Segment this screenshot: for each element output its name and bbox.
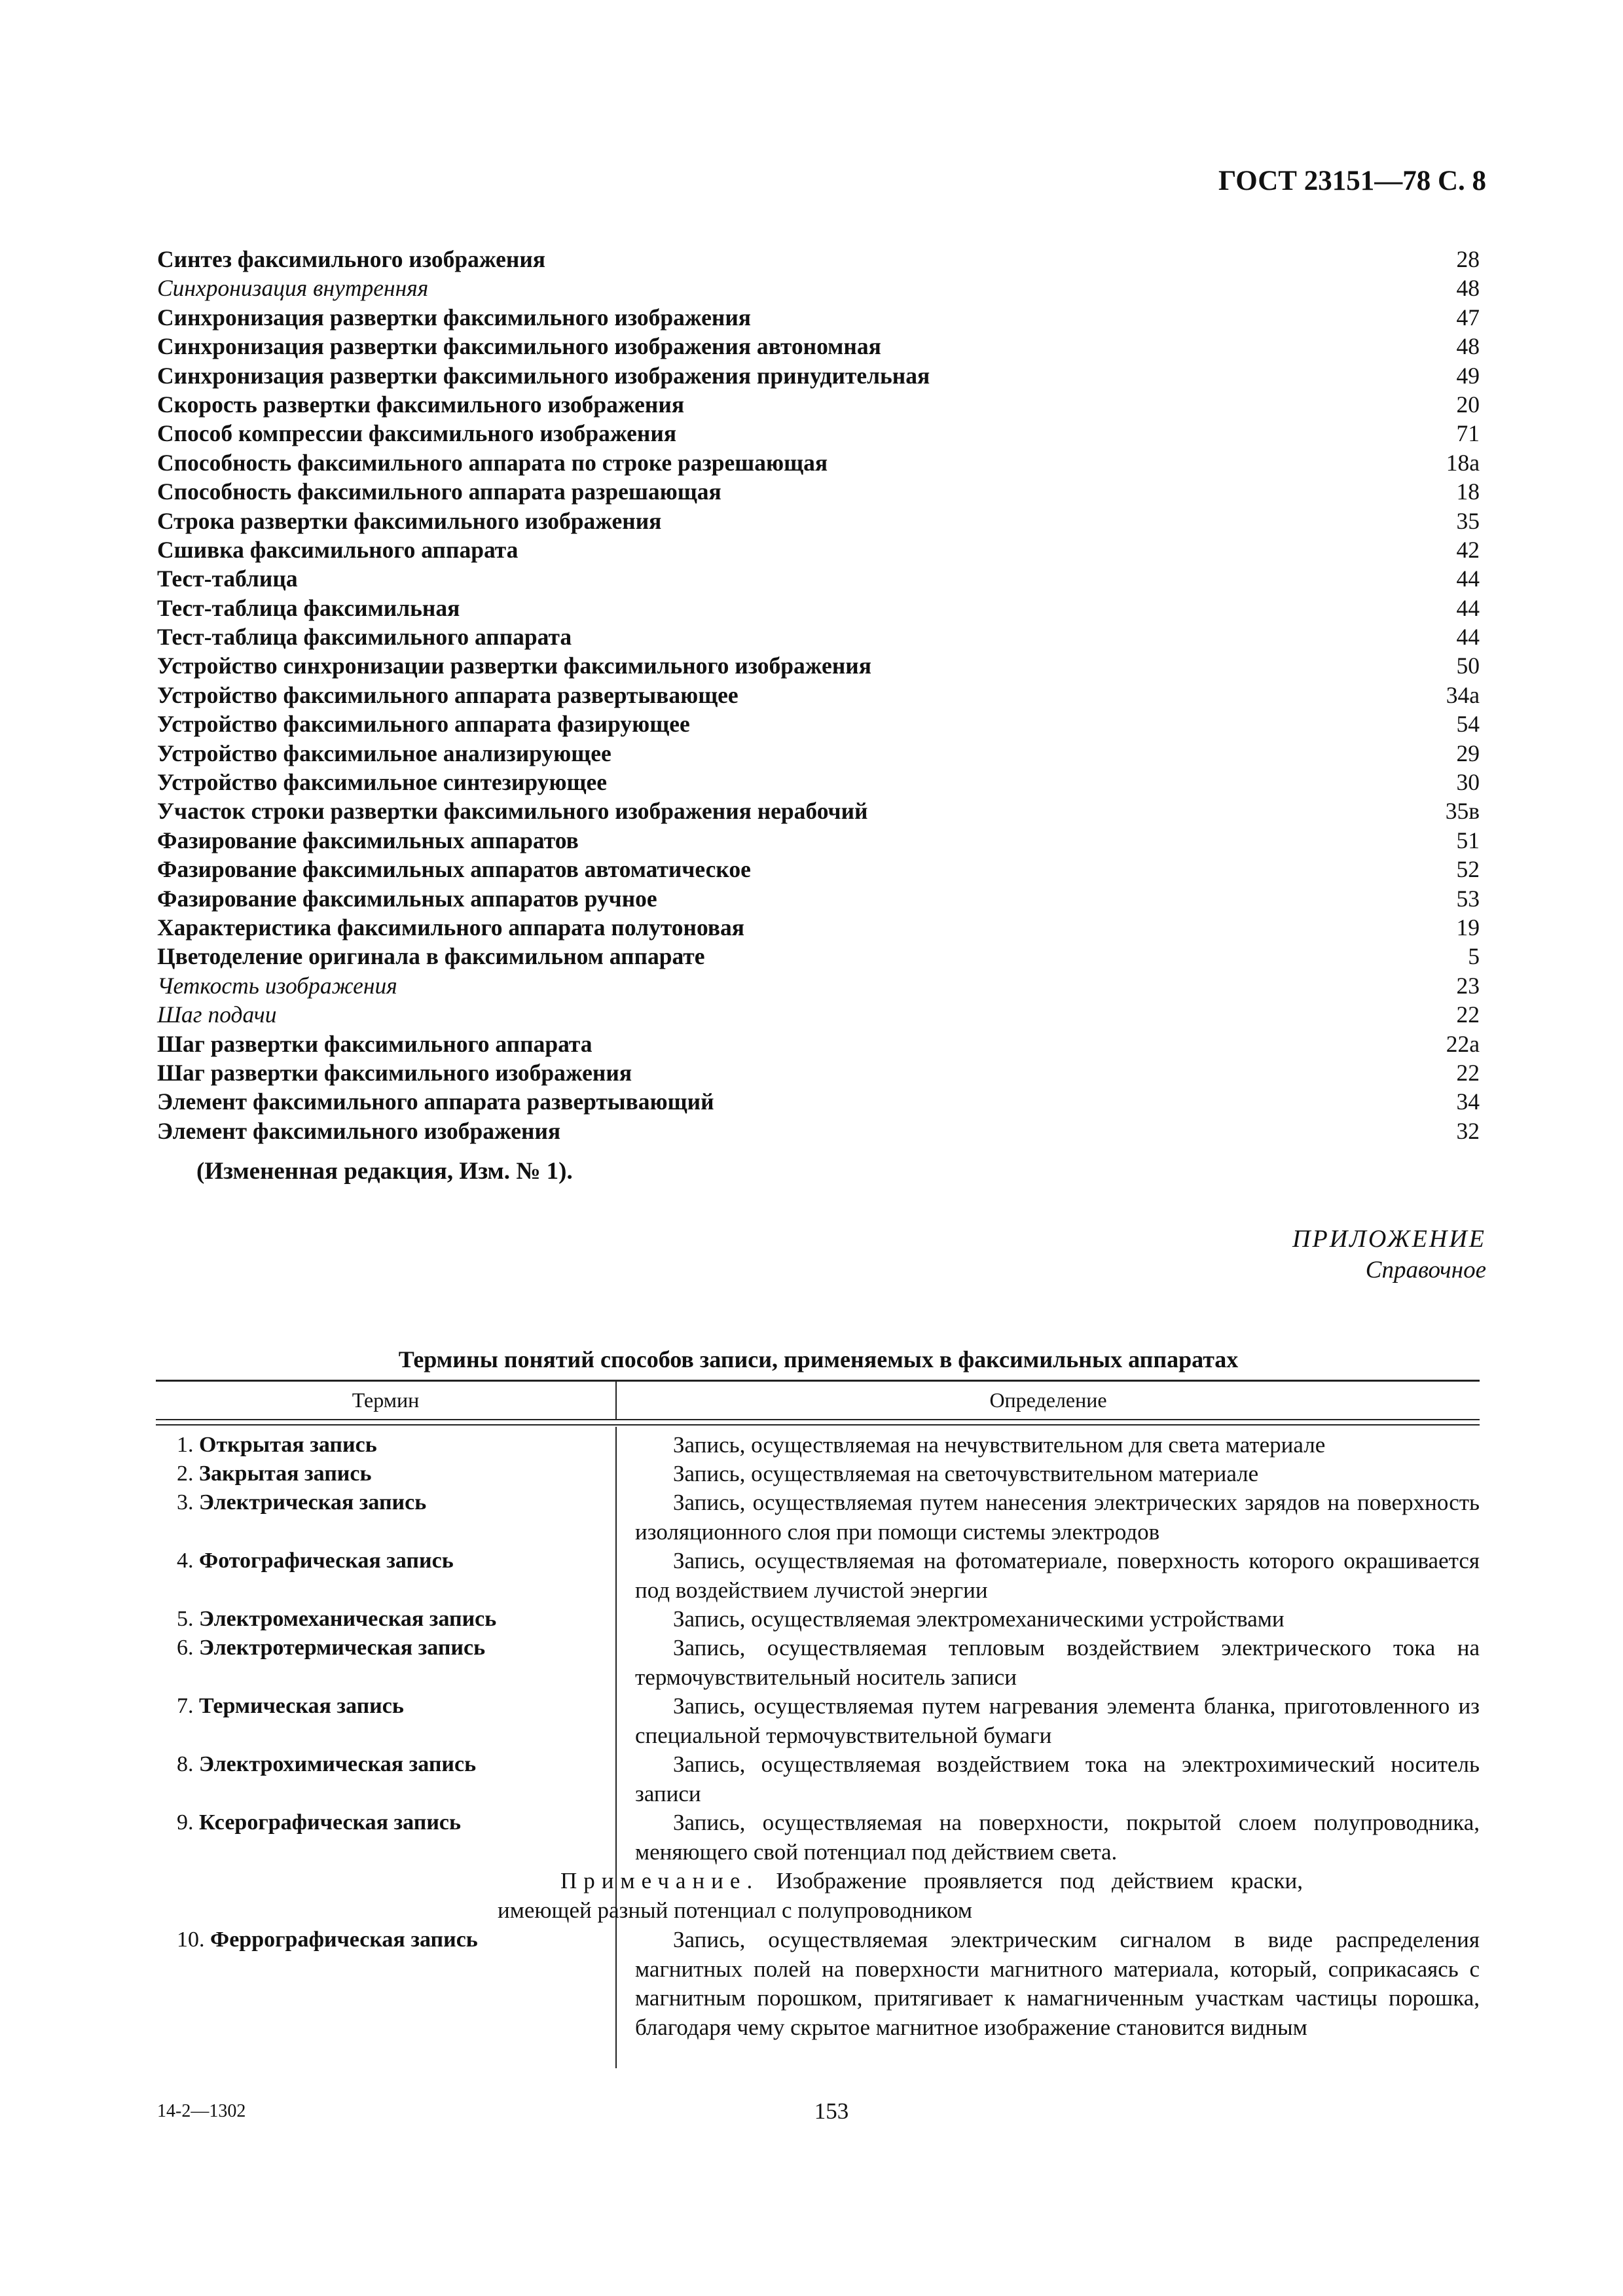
table-header-row	[156, 1381, 1480, 1419]
index-page-ref: 53	[1456, 885, 1480, 912]
table-term	[177, 1808, 461, 1837]
term-name: Электротермическая запись	[199, 1636, 486, 1660]
index-page-ref: 51	[1456, 827, 1480, 853]
index-term: Устройство факсимильного аппарата фазирующее	[157, 711, 690, 738]
term-name: Фотографическая запись	[199, 1549, 454, 1573]
index-page-ref: 34	[1456, 1088, 1480, 1115]
definition-text: Запись, осуществляемая на светочувствительном материале	[673, 1461, 1259, 1486]
term-number: 10.	[177, 1928, 205, 1952]
index-entry	[157, 245, 1480, 274]
term-name: Открытая запись	[199, 1433, 377, 1457]
table-term	[177, 1750, 476, 1779]
table-title: Термины понятий способов записи, применяемых в факсимильных аппаратах	[398, 1346, 1239, 1372]
definition-text: Запись, осуществляемая электромеханическими устройствами	[673, 1606, 1285, 1632]
index-term: Синхронизация развертки факсимильного изображения	[157, 304, 752, 331]
table-definition	[635, 1750, 1480, 1808]
index-entry	[157, 564, 1480, 593]
index-term: Фазирование факсимильных аппаратов автоматическое	[157, 856, 751, 883]
index-term: Фазирование факсимильных аппаратов ручное	[157, 885, 657, 912]
definition-text: Запись, осуществляемая путем нанесения электрических зарядов на поверхность изоляционного слоя при помощи системы электродов	[635, 1490, 1480, 1545]
index-entry	[157, 768, 1480, 797]
index-page-ref: 22	[1456, 1001, 1480, 1028]
index-page-ref: 19	[1456, 914, 1480, 941]
term-number: 9.	[177, 1810, 194, 1835]
index-page-ref: 54	[1456, 711, 1480, 738]
index-page-ref: 23	[1456, 972, 1480, 999]
index-entry	[157, 535, 1480, 564]
index-term: Тест-таблица факсимильного аппарата	[157, 624, 572, 651]
index-page-ref: 48	[1456, 333, 1480, 360]
table-header-rule-double	[156, 1424, 1480, 1426]
index-term: Синхронизация развертки факсимильного изображения принудительная	[157, 362, 930, 389]
index-page-ref: 32	[1456, 1117, 1480, 1144]
index-term: Устройство факсимильного аппарата развертывающее	[157, 681, 739, 708]
index-term: Элемент факсимильного аппарата развертывающий	[157, 1088, 714, 1115]
table-term	[177, 1431, 377, 1460]
page-number: 153	[814, 2098, 849, 2124]
term-name: Электромеханическая запись	[199, 1607, 497, 1631]
index-entry	[157, 739, 1480, 768]
term-number: 2.	[177, 1462, 194, 1486]
table-definition	[635, 1634, 1480, 1692]
index-term: Синтез факсимильного изображения	[157, 246, 546, 272]
table-term	[177, 1634, 485, 1662]
table-definition	[635, 1431, 1480, 1460]
index-page-ref: 34а	[1446, 681, 1480, 708]
term-number: 1.	[177, 1433, 194, 1457]
table-term	[177, 1926, 478, 1954]
index-term: Сшивка факсимильного аппарата	[157, 536, 519, 563]
index-entry	[157, 681, 1480, 709]
appendix-heading	[1211, 1223, 1486, 1285]
table-column-divider	[615, 1427, 617, 2068]
index-page-ref: 71	[1456, 420, 1480, 447]
index-term: Шаг подачи	[157, 1001, 277, 1028]
print-code: 14-2—1302	[157, 2101, 246, 2121]
definition-text: Запись, осуществляемая электрическим сигналом в виде распределения магнитных полей на поверхности магнитного материала, который, соприкасаясь с магнитным порошком, притягивает к намагниченным участкам частицы порошка, благодаря чему скрытое магнитное изображение становится видным	[635, 1927, 1480, 2040]
note-label: Примечание.	[560, 1868, 759, 1893]
index-entry	[157, 797, 1480, 825]
index-term: Синхронизация внутренняя	[157, 275, 429, 302]
term-name: Электрохимическая запись	[199, 1752, 477, 1776]
index-page-ref: 22а	[1446, 1030, 1480, 1057]
index-entry	[157, 594, 1480, 622]
table-definition	[635, 1808, 1480, 1867]
table-term	[177, 1547, 454, 1575]
index-term: Шаг развертки факсимильного изображения	[157, 1059, 632, 1086]
index-page-ref: 42	[1456, 536, 1480, 563]
table-definition	[635, 1488, 1480, 1547]
amendment-note: (Измененная редакция, Изм. № 1).	[196, 1158, 573, 1185]
term-number: 6.	[177, 1636, 194, 1660]
index-term: Синхронизация развертки факсимильного изображения автономная	[157, 333, 881, 360]
index-page-ref: 29	[1456, 740, 1480, 766]
index-entry	[157, 390, 1480, 419]
index-entry	[157, 361, 1480, 390]
note-text: Изображение проявляется под действием краски, имеющей разный потенциал с полупроводником	[498, 1868, 1303, 1923]
index-term: Скорость развертки факсимильного изображения	[157, 391, 685, 418]
table-definition	[635, 1605, 1480, 1634]
term-number: 8.	[177, 1752, 194, 1776]
index-page-ref: 5	[1468, 943, 1480, 970]
index-term: Способность факсимильного аппарата по строке разрешающая	[157, 449, 828, 476]
index-term: Тест-таблица	[157, 565, 298, 592]
table-term	[177, 1488, 426, 1517]
index-term: Четкость изображения	[157, 972, 397, 999]
index-term: Характеристика факсимильного аппарата полутоновая	[157, 914, 744, 941]
definition-text: Запись, осуществляемая на поверхности, покрытой слоем полупроводника, меняющего свой потенциал под действием света.	[635, 1810, 1480, 1865]
index-entry	[157, 709, 1480, 738]
term-name: Термическая запись	[199, 1694, 404, 1718]
index-entry	[157, 622, 1480, 651]
index-term: Цветоделение оригинала в факсимильном аппарате	[157, 943, 705, 970]
term-name: Феррографическая запись	[210, 1928, 478, 1952]
index-page-ref: 44	[1456, 594, 1480, 621]
index-term: Устройство факсимильное анализирующее	[157, 740, 611, 766]
index-entry	[157, 419, 1480, 448]
index-entry	[157, 651, 1480, 680]
index-page-ref: 48	[1456, 275, 1480, 302]
term-name: Электрическая запись	[199, 1490, 427, 1515]
index-page-ref: 50	[1456, 653, 1480, 679]
index-page-ref: 44	[1456, 565, 1480, 592]
index-entry	[157, 1087, 1480, 1116]
column-header-term: Термин	[156, 1381, 617, 1419]
definition-text: Запись, осуществляемая на фотоматериале, поверхность которого окрашивается под воздействием лучистой энергии	[635, 1548, 1480, 1603]
index-entry	[157, 855, 1480, 884]
index-page-ref: 44	[1456, 624, 1480, 651]
term-number: 4.	[177, 1549, 194, 1573]
index-page-ref: 20	[1456, 391, 1480, 418]
table-term	[177, 1460, 371, 1488]
index-term: Шаг развертки факсимильного аппарата	[157, 1030, 593, 1057]
index-entry	[157, 942, 1480, 971]
index-entry	[157, 448, 1480, 477]
index-term: Способность факсимильного аппарата разрешающая	[157, 478, 721, 505]
index-entry	[157, 477, 1480, 506]
index-term: Элемент факсимильного изображения	[157, 1117, 561, 1144]
index-term: Тест-таблица факсимильная	[157, 594, 460, 621]
index-entry	[157, 913, 1480, 942]
index-entry	[157, 1030, 1480, 1058]
index-entry	[157, 1058, 1480, 1087]
appendix-subtitle: Справочное	[1365, 1257, 1486, 1283]
index-term: Участок строки развертки факсимильного изображения нерабочий	[157, 798, 868, 825]
index-page-ref: 47	[1456, 304, 1480, 331]
table-definition	[635, 1692, 1480, 1750]
index-page-ref: 18	[1456, 478, 1480, 505]
index-entry	[157, 274, 1480, 302]
table-term	[177, 1692, 404, 1721]
index-entry	[157, 303, 1480, 332]
table-definition	[635, 1460, 1480, 1489]
index-entry	[157, 826, 1480, 855]
index-term: Способ компрессии факсимильного изображения	[157, 420, 677, 447]
index-page-ref: 35в	[1445, 798, 1480, 825]
index-term: Устройство синхронизации развертки факсимильного изображения	[157, 653, 871, 679]
index-term: Строка развертки факсимильного изображения	[157, 507, 662, 534]
index-page-ref: 28	[1456, 246, 1480, 272]
index-page-ref: 35	[1456, 507, 1480, 534]
term-name: Ксерографическая запись	[199, 1810, 461, 1835]
table-header-rule	[156, 1419, 1480, 1420]
index-entry	[157, 884, 1480, 913]
column-header-definition: Определение	[989, 1388, 1107, 1412]
definition-text: Запись, осуществляемая тепловым воздействием электрического тока на термочувствительный носитель записи	[635, 1635, 1480, 1690]
index-term: Фазирование факсимильных аппаратов	[157, 827, 579, 853]
term-number: 7.	[177, 1694, 194, 1718]
index-entry	[157, 332, 1480, 361]
index-page-ref: 22	[1456, 1059, 1480, 1086]
term-index	[157, 245, 1480, 1145]
term-number: 5.	[177, 1607, 194, 1631]
index-page-ref: 52	[1456, 856, 1480, 883]
table-definition	[635, 1926, 1480, 2042]
table-definition	[635, 1547, 1480, 1605]
table-term	[177, 1605, 496, 1634]
document-header: ГОСТ 23151—78 С. 8	[1218, 166, 1486, 196]
appendix-title: ПРИЛОЖЕНИЕ	[1292, 1225, 1486, 1253]
index-term: Устройство факсимильное синтезирующее	[157, 769, 608, 796]
term-number: 3.	[177, 1490, 194, 1515]
index-page-ref: 49	[1456, 362, 1480, 389]
definition-text: Запись, осуществляемая на нечувствительном для света материале	[673, 1432, 1326, 1458]
index-entry	[157, 971, 1480, 1000]
index-entry	[157, 1000, 1480, 1029]
definition-text: Запись, осуществляемая путем нагревания элемента бланка, приготовленного из специальной термочувствительной бумаги	[635, 1693, 1480, 1748]
definition-note	[498, 1867, 1303, 1925]
index-entry	[157, 1117, 1480, 1145]
index-page-ref: 30	[1456, 769, 1480, 796]
definition-text: Запись, осуществляемая воздействием тока на электрохимический носитель записи	[635, 1751, 1480, 1806]
term-name: Закрытая запись	[199, 1462, 372, 1486]
index-page-ref: 18а	[1446, 449, 1480, 476]
index-entry	[157, 507, 1480, 535]
